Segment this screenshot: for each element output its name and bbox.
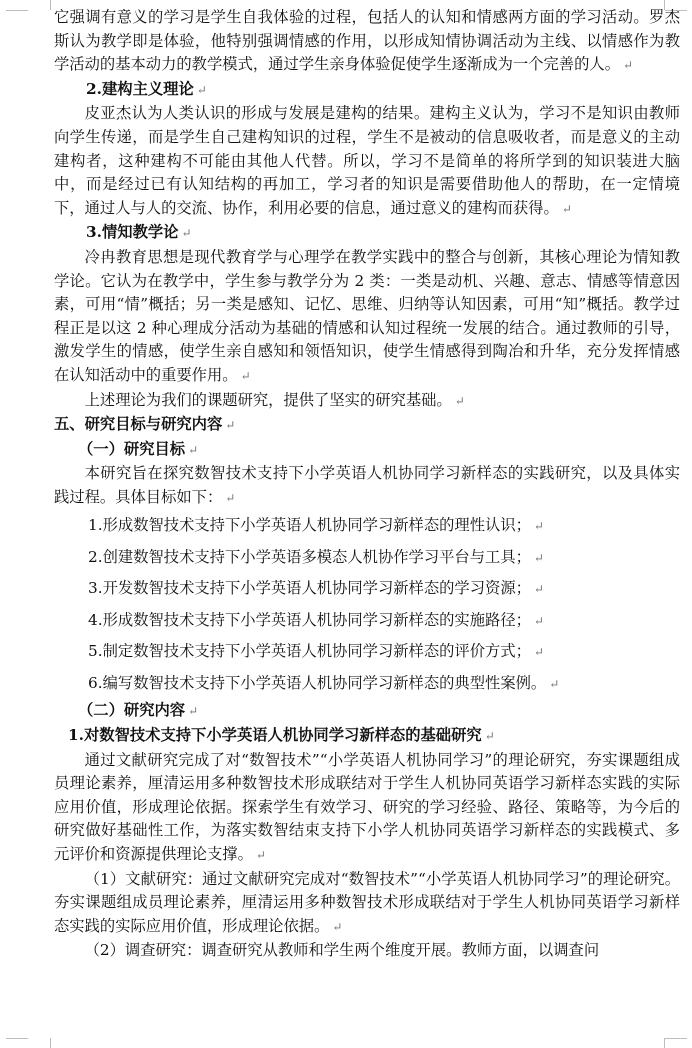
paragraph-mark-icon: ↵	[533, 613, 544, 628]
crop-mark	[28, 0, 51, 10]
paragraph-mark-icon: ↵	[549, 676, 560, 691]
paragraph	[54, 246, 680, 389]
paragraph-mark-icon: ↵	[196, 82, 207, 97]
section-heading	[54, 724, 680, 749]
paragraph-mark-icon: ↵	[225, 490, 236, 505]
paragraph-text: 1.对数智技术支持下小学英语人机协同学习新样态的基础研究	[68, 726, 482, 745]
paragraph	[54, 939, 680, 963]
paragraph-text: （一）研究目标	[78, 439, 186, 458]
list-item	[54, 605, 680, 637]
crop-mark	[6, 1038, 28, 1039]
paragraph	[54, 102, 680, 221]
paragraph-mark-icon: ↵	[533, 645, 544, 660]
list-item	[54, 542, 680, 574]
paragraph-mark-icon: ↵	[623, 58, 634, 73]
paragraph-mark-icon: ↵	[484, 729, 495, 744]
paragraph	[54, 749, 680, 868]
paragraph-text: 2.建构主义理论	[86, 79, 194, 98]
paragraph-text: 五、研究目标与研究内容	[54, 415, 223, 434]
paragraph-text: 3.情知教学论	[86, 223, 179, 242]
list-item	[54, 636, 680, 668]
crop-mark	[6, 10, 28, 11]
paragraph-text: （1）文献研究：通过文献研究完成对“数智技术”“小学英语人机协同学习”的理论研究。夯实课题组成员理论素养，厘清运用多种数智技术形成联结对于学生人机协同英语学习新样态实践的实际应用价值，形成理论依据。	[54, 869, 680, 935]
paragraph-text: 2.创建数智技术支持下小学英语多模态人机协作学习平台与工具；	[88, 547, 531, 566]
crop-mark	[28, 1038, 51, 1048]
paragraph-text: 4.形成数智技术支持下小学英语人机协同学习新样态的实施路径；	[88, 610, 531, 629]
section-heading	[54, 699, 680, 724]
paragraph-text: 6.编写数智技术支持下小学英语人机协同学习新样态的典型性案例。	[88, 673, 547, 692]
paragraph	[54, 6, 680, 78]
paragraph-text: 它强调有意义的学习是学生自我体验的过程，包括人的认知和情感两方面的学习活动。罗杰斯认为教学即是体验，他特别强调情感的作用，以形成知情协调活动为主线、以情感作为教学活动的基本动力的教学模式，通过学生亲身体验促使学生逐渐成为一个完善的人。	[54, 8, 680, 74]
paragraph-text: 通过文献研究完成了对“数智技术”“小学英语人机协同学习”的理论研究，夯实课题组成员理论素养，厘清运用多种数智技术形成联结对于学生人机协同英语学习新样态实践的实际应用价值，形成理论依据。探索学生有效学习、研究的学习经验、路径、策略等，为今后的研究做好基础性工作，为落实数智结束支持下小学人机协同英语学习新样态的实践模式、多元评价和资源提供理论支撑。	[54, 750, 680, 864]
list-item	[54, 668, 680, 700]
paragraph-text: 上述理论为我们的课题研究，提供了坚实的研究基础。	[84, 390, 452, 409]
paragraph-mark-icon: ↵	[533, 550, 544, 565]
paragraph-mark-icon: ↵	[188, 704, 199, 719]
paragraph-mark-icon: ↵	[225, 418, 236, 433]
paragraph	[54, 462, 680, 510]
document-body[interactable]	[54, 6, 680, 963]
section-heading	[54, 413, 680, 438]
paragraph-text: 1.形成数智技术支持下小学英语人机协同学习新样态的理性认识；	[88, 516, 531, 535]
paragraph-text: 冷冉教育思想是现代教育学与心理学在教学实践中的整合与创新，其核心理论为情知教学论。它认为在教学中，学生参与教学分为 2 类：一类是动机、兴趣、意志、情感等情意因素，可用“情”概括；另一类是感知、记忆、思维、归纳等认知因素，可用“知”概括。教学过程正是以这 2 种心理成分活动为基础的情感和认知过程统一发展的结合。通过教师的引导，激发学生的情感，使学生亲自感知和领悟知识，使学生情感得到陶冶和升华，充分发挥情感在认知活动中的重要作用。	[54, 247, 680, 384]
paragraph-mark-icon: ↵	[561, 201, 572, 216]
paragraph-mark-icon: ↵	[533, 582, 544, 597]
paragraph-mark-icon: ↵	[188, 442, 199, 457]
paragraph-text: 5.制定数智技术支持下小学英语人机协同学习新样态的评价方式；	[88, 642, 531, 661]
paragraph-text: （2）调查研究：调查研究从教师和学生两个维度开展。教师方面，以调查问	[84, 941, 600, 960]
paragraph-text: 皮亚杰认为人类认识的形成与发展是建构的结果。建构主义认为，学习不是知识由教师向学生传递，而是学生自己建构知识的过程，学生不是被动的信息吸收者，而是意义的主动建构者，这种建构不可能由其他人代替。所以，学习不是简单的将所学到的知识装进大脑中，而是经过已有认知结构的再加工，学习者的知识是需要借助他人的帮助，在一定情境下，通过人与人的交流、协作，利用必要的信息，通过意义的建构而获得。	[54, 104, 680, 217]
paragraph-mark-icon: ↵	[255, 848, 266, 863]
paragraph	[54, 389, 680, 414]
paragraph-mark-icon: ↵	[533, 519, 544, 534]
paragraph-mark-icon: ↵	[454, 393, 465, 408]
paragraph-text: 本研究旨在探究数智技术支持下小学英语人机协同学习新样态的实践研究，以及具体实践过程。具体目标如下：	[54, 464, 680, 506]
paragraph-text: （二）研究内容	[78, 701, 186, 720]
paragraph-mark-icon: ↵	[332, 919, 343, 934]
paragraph-mark-icon: ↵	[240, 368, 251, 383]
paragraph	[54, 868, 680, 940]
paragraph-text: 3.开发数智技术支持下小学英语人机协同学习新样态的学习资源；	[88, 579, 531, 598]
paragraph-mark-icon: ↵	[181, 226, 192, 241]
section-heading	[54, 78, 680, 103]
crop-mark	[664, 1038, 687, 1048]
list-item	[54, 573, 680, 605]
section-heading	[54, 438, 680, 463]
list-item	[54, 510, 680, 542]
section-heading	[54, 221, 680, 246]
